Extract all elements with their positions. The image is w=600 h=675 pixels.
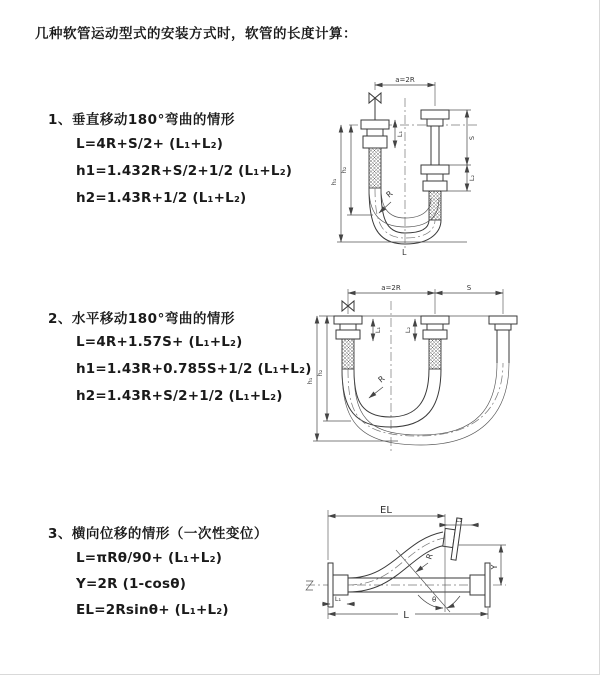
flange-fitting-right-upper [421, 110, 449, 126]
radius-label: R [424, 552, 435, 561]
section-2-formula-h2: h2=1.43R+S/2+1/2 (L₁+L₂) [76, 388, 283, 404]
hose-braid-left [342, 339, 354, 369]
section-3-heading: 3、横向位移的情形（一次性变位） [48, 526, 268, 542]
flange-fitting-right-lower [470, 563, 490, 607]
dimension-label-l1: L₁ [334, 595, 342, 603]
break-symbol [306, 581, 313, 590]
section-3-formula-L: L=πRθ/90+ (L₁+L₂) [76, 550, 223, 566]
dimension-label-h2: h₂ [316, 369, 324, 377]
dimension-label-h1: h₁ [306, 377, 314, 385]
hose-u-bend [342, 363, 509, 445]
flange-fitting-left [361, 120, 389, 148]
section-1-formula-h2: h2=1.43R+1/2 (L₁+L₂) [76, 190, 247, 206]
hose-s-curve [348, 532, 446, 592]
section-1-formula-h1: h1=1.432R+S/2+1/2 (L₁+L₂) [76, 163, 293, 179]
section-2-heading: 2、水平移动180°弯曲的情形 [48, 311, 235, 327]
section-3-formula-EL: EL=2Rsinθ+ (L₁+L₂) [76, 602, 229, 618]
dimension-label-y: Y [490, 564, 499, 570]
flange-fitting-left [334, 316, 362, 339]
radius-label: R [384, 189, 395, 200]
angle-label-theta: θ [432, 596, 437, 604]
hose-braid-left [369, 148, 381, 188]
radius-leader [416, 563, 428, 572]
dimension-label-a2r: a=2R [381, 284, 401, 292]
dimension-label-h1: h₁ [330, 178, 338, 186]
section-1-heading: 1、垂直移动180°弯曲的情形 [48, 112, 235, 128]
section-2-formula-L: L=4R+1.57S+ (L₁+L₂) [76, 334, 243, 350]
dimension-label-l2: L₂ [404, 326, 412, 334]
flange-fitting-right-lower [421, 165, 449, 191]
angle-reference-line [396, 550, 450, 612]
dimension-label-l1: L₁ [396, 130, 404, 138]
dimension-label-s: S [466, 284, 472, 292]
section-3-formula-Y: Y=2R (1-cosθ) [76, 576, 187, 592]
radius-leader [379, 202, 391, 213]
length-label: L [402, 248, 407, 257]
page-title: 几种软管运动型式的安装方式时，软管的长度计算： [35, 26, 357, 42]
radius-leader [369, 387, 383, 398]
flange-fitting-middle [421, 316, 449, 339]
flange-fitting-right-moved [489, 316, 517, 330]
diagram-vertical-180-bend [315, 70, 515, 258]
radius-label: R [376, 374, 387, 385]
dimension-label-L: L [403, 610, 409, 621]
dimension-label-el: EL [380, 505, 392, 516]
angle-arc-right [447, 596, 460, 608]
hose-braid-middle [429, 339, 441, 369]
dimension-label-s: S [468, 135, 476, 141]
dimension-label-l1: L₁ [374, 326, 382, 334]
dimension-label-l2: L₂ [455, 516, 463, 524]
section-1-formula-L: L=4R+S/2+ (L₁+L₂) [76, 136, 224, 152]
dimension-label-l2: L₂ [468, 174, 476, 182]
diagram-horizontal-180-bend [303, 281, 523, 458]
hose-braid-right [429, 191, 441, 220]
dimension-label-a2r: a=2R [395, 76, 415, 84]
dimension-label-h2: h₂ [340, 166, 348, 174]
angle-arc-left [418, 595, 443, 608]
diagram-lateral-displacement [298, 500, 593, 650]
section-2-formula-h1: h1=1.43R+0.785S+1/2 (L₁+L₂) [76, 361, 312, 377]
